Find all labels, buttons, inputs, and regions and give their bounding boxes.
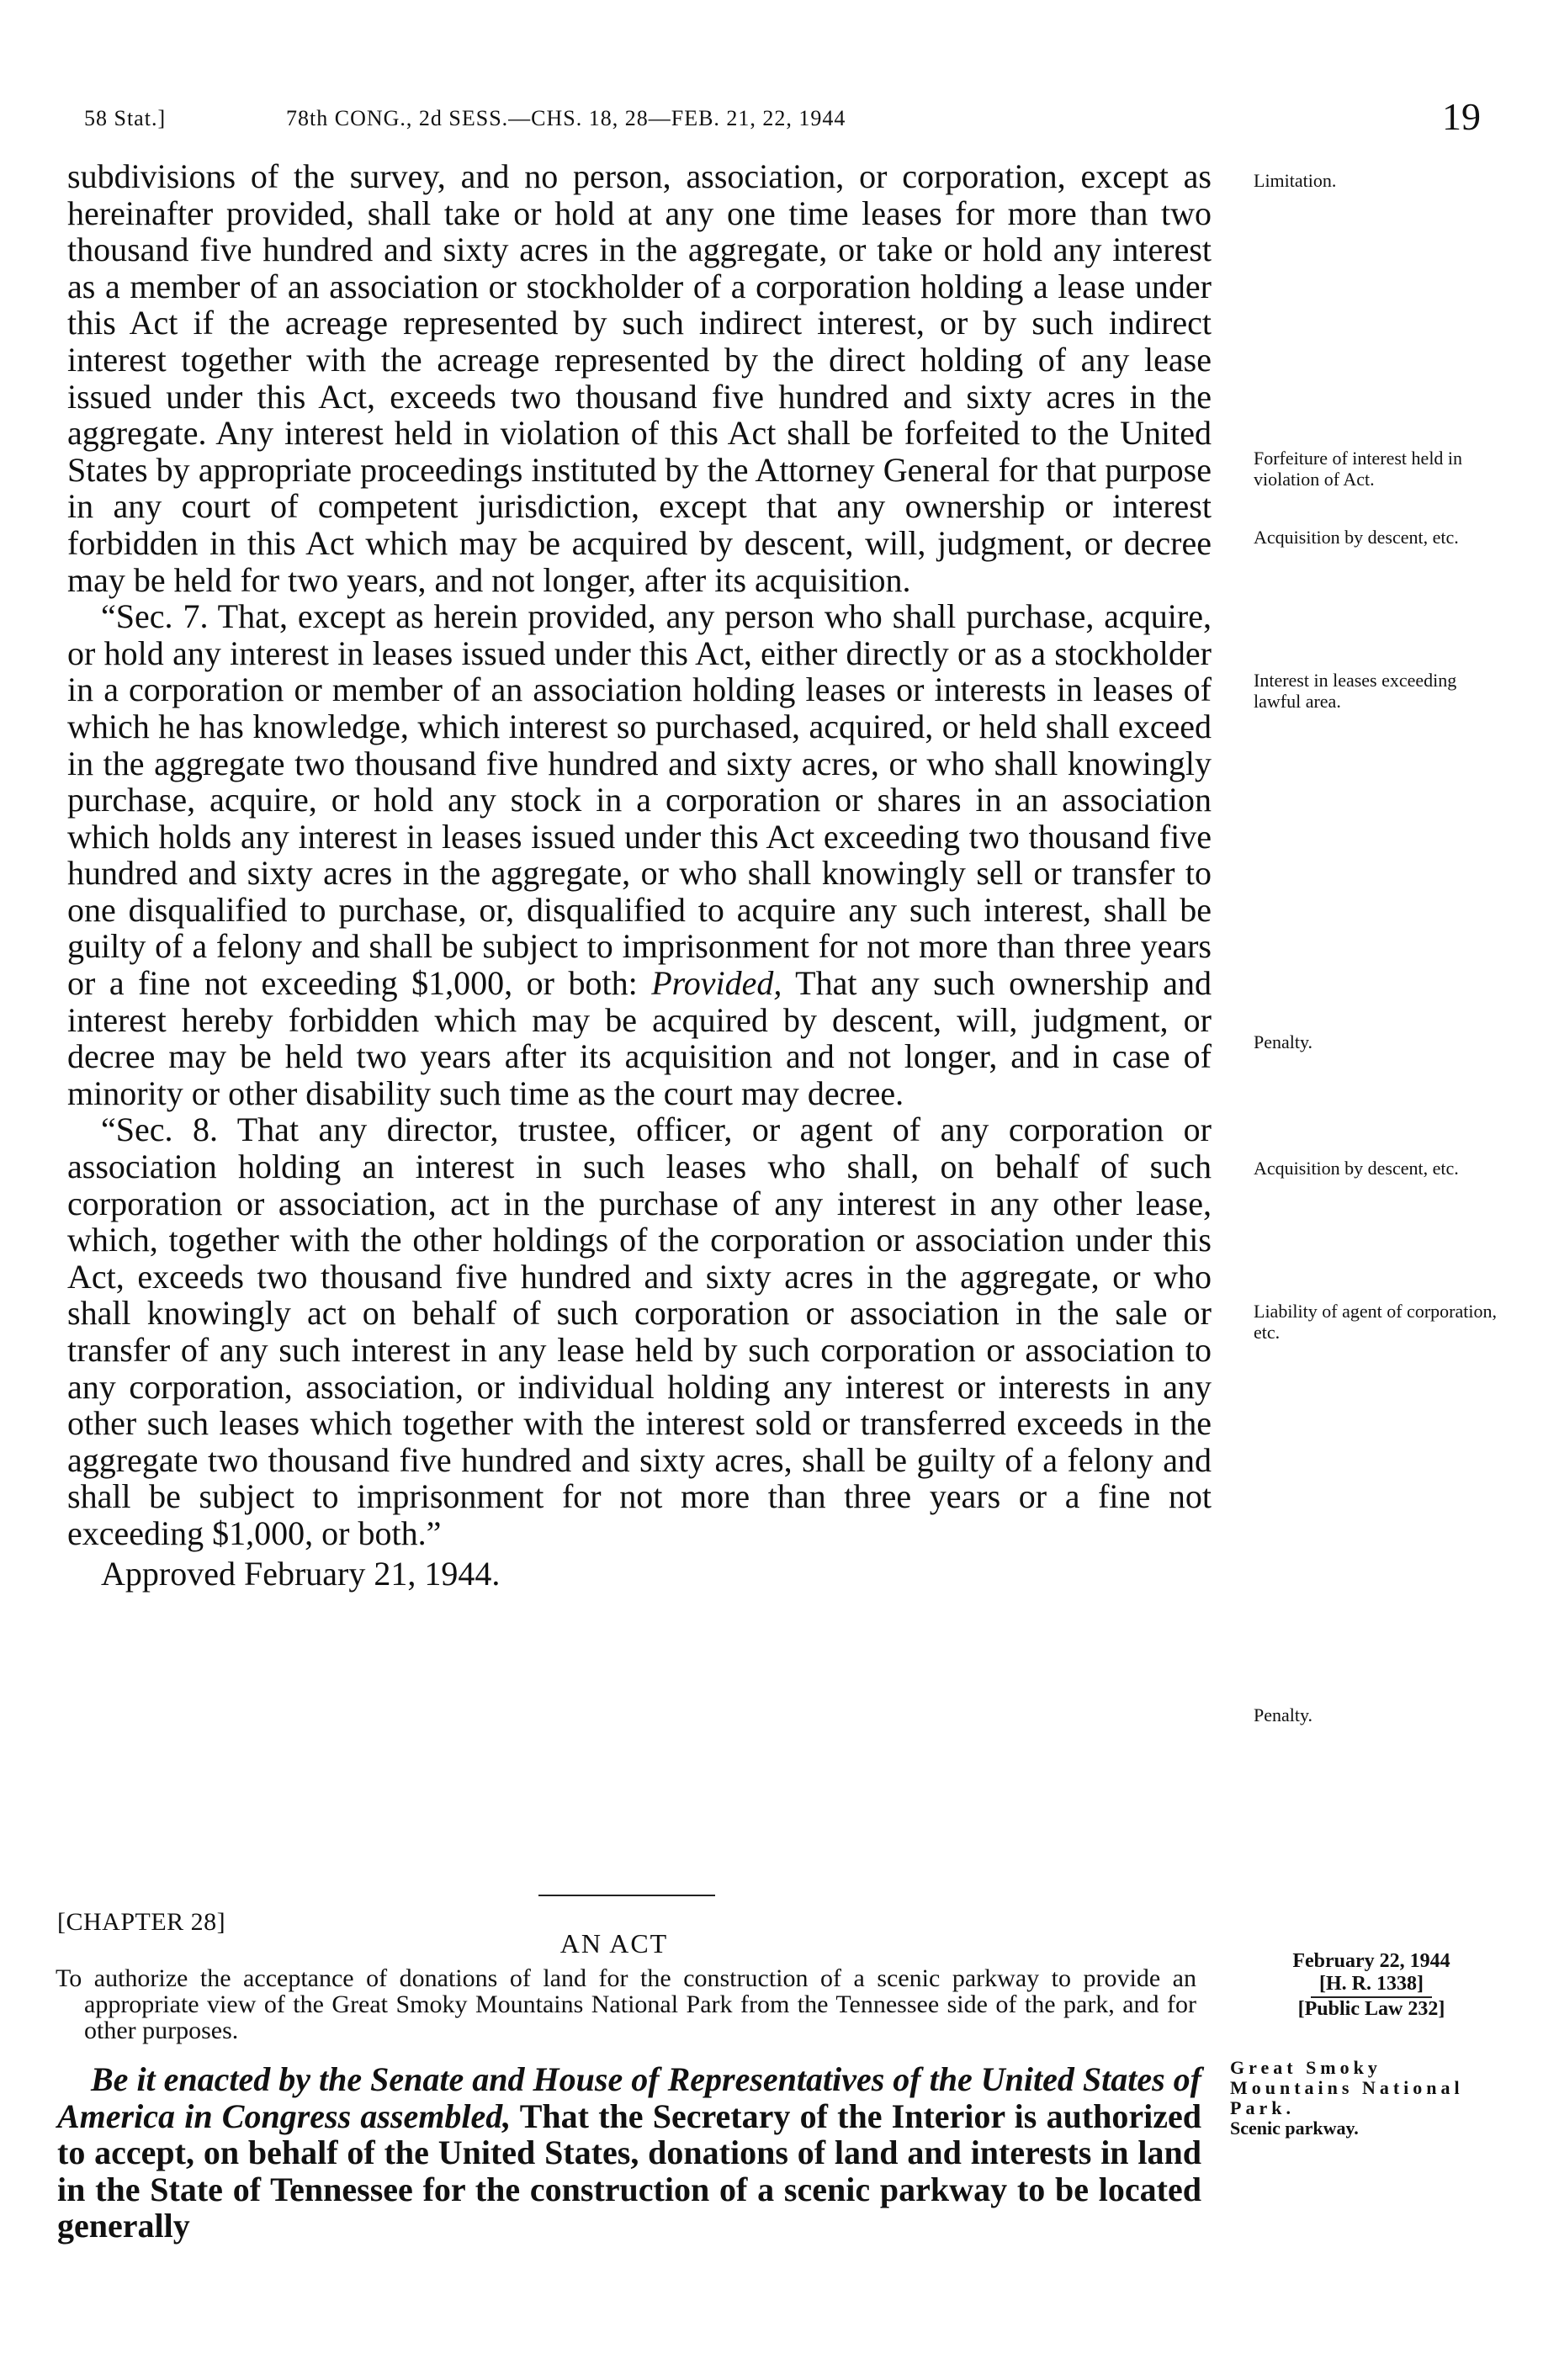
enacting-text: That the Secretary of the Interior is authorized to accept, on behalf of the United States, donations of land and interests in land in the State of Tennessee for the construction of a scenic parkway to be located generally [57, 2096, 1201, 2245]
volume-citation: 58 Stat.] [84, 106, 167, 130]
session-heading: 78th CONG., 2d SESS.—CHS. 18, 28—FEB. 21, 22, 1944 [286, 106, 846, 130]
chapter-divider [538, 1895, 715, 1896]
act-purpose [56, 1965, 1196, 2043]
page-number: 19 [1442, 95, 1481, 138]
section-8: “Sec. 8. That any director, trustee, officer, or agent of any corporation or association holding an interest in such leases who shall, on behalf of such corporation or association, act in the purchase of any interest in any other lease, which, together with the other holdings of the corporation or association under this Act, exceeds two thousand five hundred and sixty acres in the aggregate, or who shall knowingly act on behalf of such corporation or association in the sale or transfer of any such interest in any lease held by such corporation or association to any corporation, association, or individual holding any interest or interests in any other such leases which together with the interest sold or transferred exceeds in the aggregate two thousand five hundred and sixty acres, shall be guilty of a felony and shall be subject to imprisonment for not more than three years or a fine not exceeding $1,000, or both.” [67, 1110, 1212, 1552]
enacting-paragraph [57, 2061, 1201, 2245]
scenic-parkway-note: Scenic parkway. [1230, 2118, 1359, 2139]
enactment-date: February 22, 1944 [1292, 1950, 1450, 1972]
public-law-number: [Public Law 232] [1297, 1998, 1445, 2020]
public-law-info [1245, 1950, 1498, 2021]
margin-note-forfeiture: Forfeiture of interest held in violation of Act. [1254, 448, 1463, 490]
approval-date: Approved February 21, 1944. [101, 1554, 501, 1593]
chapter-heading: [CHAPTER 28] [57, 1908, 226, 1936]
enacting-section [57, 2061, 1201, 2245]
margin-note-limitation: Limitation. [1254, 170, 1337, 191]
margin-note-acquisition-2: Acquisition by descent, etc. [1254, 1158, 1459, 1179]
main-text-column [67, 158, 1212, 1592]
margin-note-liability: Liability of agent of corporation, etc. [1254, 1301, 1497, 1343]
section-7-proviso: That any such ownership and interest hereby forbidden which may be acquired by descent, will, judgment, or decree may be held two years after its acquisition and not longer, and in case of minority or other disability such time as the court may decree. [67, 964, 1212, 1112]
bill-number: [H. R. 1338] [1311, 1973, 1432, 1998]
margin-note-interest-leases: Interest in leases exceeding lawful area. [1254, 670, 1457, 712]
margin-note-smoky [1230, 2058, 1499, 2139]
margin-note-penalty-2: Penalty. [1254, 1704, 1313, 1725]
act-title: AN ACT [559, 1928, 669, 1959]
park-name: Great Smoky Mountains National Park. [1230, 2057, 1464, 2118]
proviso-word: Provided, [651, 964, 782, 1003]
margin-note-penalty: Penalty. [1254, 1031, 1313, 1052]
section-7 [67, 598, 1212, 1111]
act-purpose-text: To authorize the acceptance of donations of land for the construction of a scenic parkway to provide an appropriate view of the Great Smoky Mountains National Park from the Tennessee side of the park, and for other purposes. [56, 1964, 1196, 2044]
enacting-clause: Be it enacted by the Senate and House of Representatives of the United States of America in Congress assembled, [57, 2060, 1201, 2135]
margin-note-acquisition: Acquisition by descent, etc. [1254, 527, 1459, 548]
section-7-text: “Sec. 7. That, except as herein provided, any person who shall purchase, acquire, or hold any interest in leases issued under this Act, either directly or as a stockholder in a corporation or member of an association holding leases or interests in leases of which he has knowledge, which interest so purchased, acquired, or held shall exceed in the aggregate two thousand five hundred and sixty acres, or who shall knowingly purchase, acquire, or hold any stock in a corporation or shares in an association which holds any interest in leases issued under this Act exceeding two thousand five hundred and sixty acres in the aggregate, or who shall knowingly sell or transfer to one disqualified to purchase, or, disqualified to acquire any such interest, shall be guilty of a felony and shall be subject to imprisonment for not more than three years or a fine not exceeding $1,000, or both: [67, 597, 1212, 1003]
paragraph-continuation: subdivisions of the survey, and no person, association, or corporation, except as hereinafter provided, shall take or hold at any one time leases for more than two thousand five hundred and sixty acres in the aggregate, or take or hold any interest as a member of an association or stockholder of a corporation holding a lease under this Act if the acreage represented by such indirect interest, or by such indirect interest together with the acreage represented by the direct holding of any lease issued under this Act, exceeds two thousand five hundred and sixty acres in the aggregate. Any interest held in violation of this Act shall be forfeited to the United States by appropriate proceedings instituted by the Attorney General for that purpose in any court of competent jurisdiction, except that any ownership or interest forbidden in this Act which may be acquired by descent, will, judgment, or decree may be held for two years, and not longer, after its acquisition. [67, 157, 1212, 599]
running-header [84, 94, 1481, 145]
